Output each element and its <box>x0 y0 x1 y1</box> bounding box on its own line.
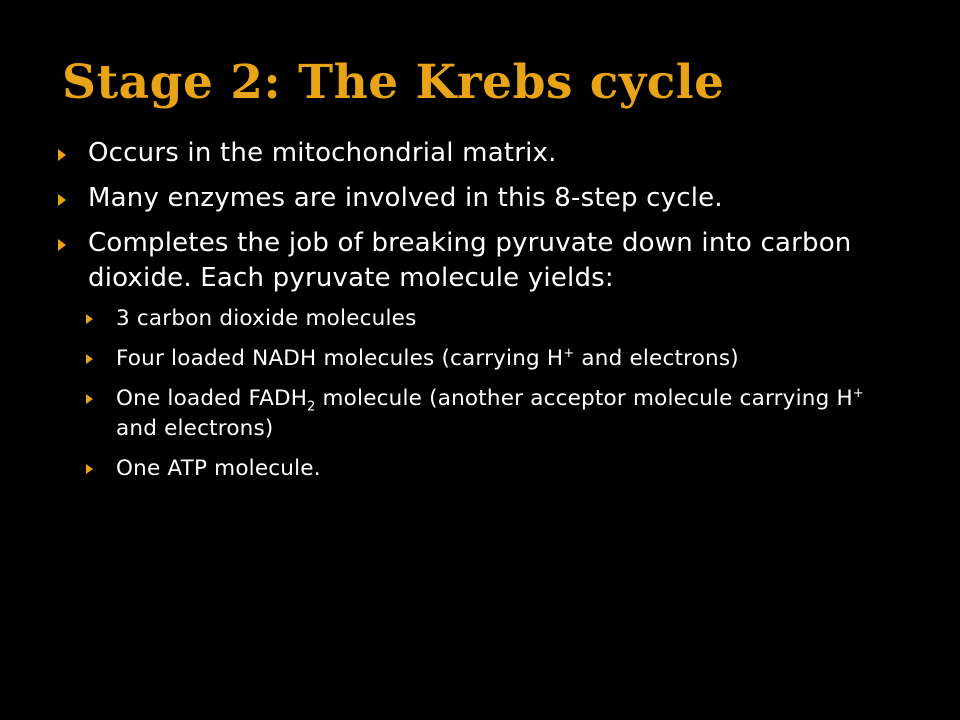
bullet-list <box>58 136 898 494</box>
triangle-right-icon <box>86 394 93 404</box>
sub-list-item <box>86 384 898 444</box>
sub-list-item <box>86 344 898 374</box>
sub-list-item-text: 3 carbon dioxide molecules <box>116 306 417 331</box>
triangle-right-icon <box>58 194 66 206</box>
triangle-right-icon <box>86 314 93 324</box>
sub-list-item-text: One ATP molecule. <box>116 456 321 481</box>
list-item <box>58 136 898 171</box>
sub-list-item-text: One loaded $FADH_2$ molecule (another acceptor molecule carrying H+ and electrons) <box>116 385 864 441</box>
triangle-right-icon <box>86 354 93 364</box>
triangle-right-icon <box>86 464 93 474</box>
list-item <box>58 181 898 216</box>
list-item <box>58 226 898 484</box>
list-item-text: Occurs in the mitochondrial matrix. <box>88 138 557 168</box>
list-item-text: Many enzymes are involved in this 8-step cycle. <box>88 183 723 213</box>
sub-bullet-list <box>86 304 898 484</box>
slide-title: Stage 2: The Krebs cycle <box>62 55 725 110</box>
triangle-right-icon <box>58 239 66 251</box>
triangle-right-icon <box>58 149 66 161</box>
sub-list-item <box>86 454 898 484</box>
list-item-text: Completes the job of breaking pyruvate down into carbon dioxide. Each pyruvate molecule yields: <box>88 228 852 293</box>
sub-list-item <box>86 304 898 334</box>
sub-list-item-text: Four loaded NADH molecules (carrying H+ and electrons) <box>116 345 739 371</box>
